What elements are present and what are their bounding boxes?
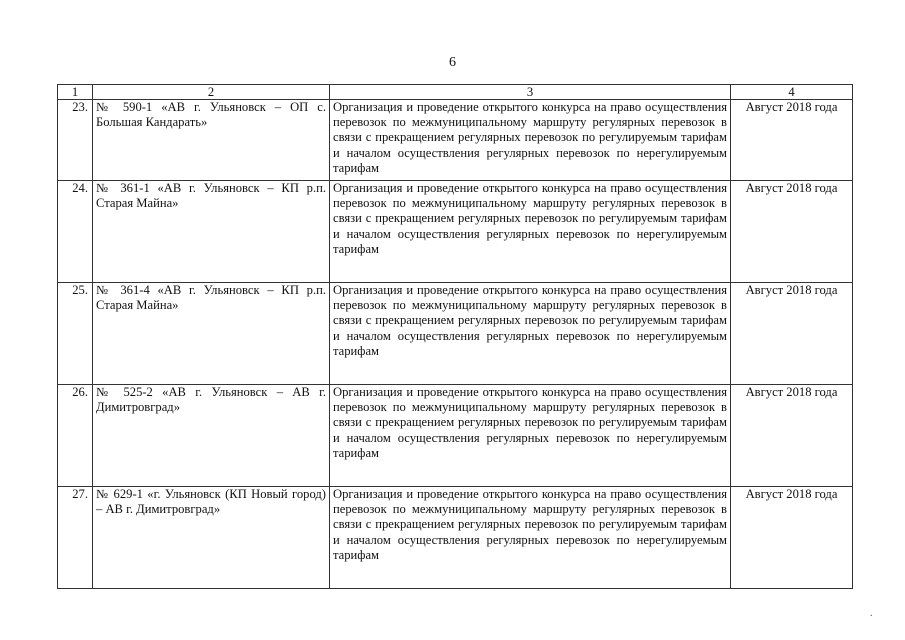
route-name: № 590-1 «АВ г. Ульяновск – ОП с. Большая Кандарать» [93, 100, 330, 181]
event-description: Организация и проведение открытого конкурса на право осуществления перевозок по межмуниципальному маршруту регулярных перевозок в связи с прекращением регулярных перевозок по регулируемым тарифам и началом осуществления регулярных перевозок по нерегулируемым тарифам [330, 100, 731, 181]
event-description: Организация и проведение открытого конкурса на право осуществления перевозок по межмуниципальному маршруту регулярных перевозок в связи с прекращением регулярных перевозок по регулируемым тарифам и началом осуществления регулярных перевозок по нерегулируемым тарифам [330, 385, 731, 487]
column-header: 4 [731, 85, 853, 100]
event-description: Организация и проведение открытого конкурса на право осуществления перевозок по межмуниципальному маршруту регулярных перевозок в связи с прекращением регулярных перевозок по регулируемым тарифам и началом осуществления регулярных перевозок по нерегулируемым тарифам [330, 181, 731, 283]
table-row [58, 100, 853, 181]
event-date: Август 2018 года [731, 181, 853, 283]
table-row [58, 181, 853, 283]
route-name: № 361-4 «АВ г. Ульяновск – КП р.п. Старая Майна» [93, 283, 330, 385]
route-name: № 361-1 «АВ г. Ульяновск – КП р.п. Старая Майна» [93, 181, 330, 283]
table-header-row [58, 85, 853, 100]
event-description: Организация и проведение открытого конкурса на право осуществления перевозок по межмуниципальному маршруту регулярных перевозок в связи с прекращением регулярных перевозок по регулируемым тарифам и началом осуществления регулярных перевозок по нерегулируемым тарифам [330, 487, 731, 589]
event-date: Август 2018 года [731, 385, 853, 487]
row-number: 27. [58, 487, 93, 589]
event-description: Организация и проведение открытого конкурса на право осуществления перевозок по межмуниципальному маршруту регулярных перевозок в связи с прекращением регулярных перевозок по регулируемым тарифам и началом осуществления регулярных перевозок по нерегулируемым тарифам [330, 283, 731, 385]
table-row [58, 385, 853, 487]
event-date: Август 2018 года [731, 487, 853, 589]
row-number: 26. [58, 385, 93, 487]
row-number: 24. [58, 181, 93, 283]
event-date: Август 2018 года [731, 100, 853, 181]
route-name: № 525-2 «АВ г. Ульяновск – АВ г. Димитровград» [93, 385, 330, 487]
column-header: 1 [58, 85, 93, 100]
table-row [58, 487, 853, 589]
scan-speck: . [870, 608, 873, 619]
row-number: 23. [58, 100, 93, 181]
column-header: 3 [330, 85, 731, 100]
route-name: № 629-1 «г. Ульяновск (КП Новый город) – АВ г. Димитровград» [93, 487, 330, 589]
schedule-table [57, 84, 853, 589]
row-number: 25. [58, 283, 93, 385]
column-header: 2 [93, 85, 330, 100]
table-row [58, 283, 853, 385]
event-date: Август 2018 года [731, 283, 853, 385]
page-number: 6 [449, 55, 456, 70]
